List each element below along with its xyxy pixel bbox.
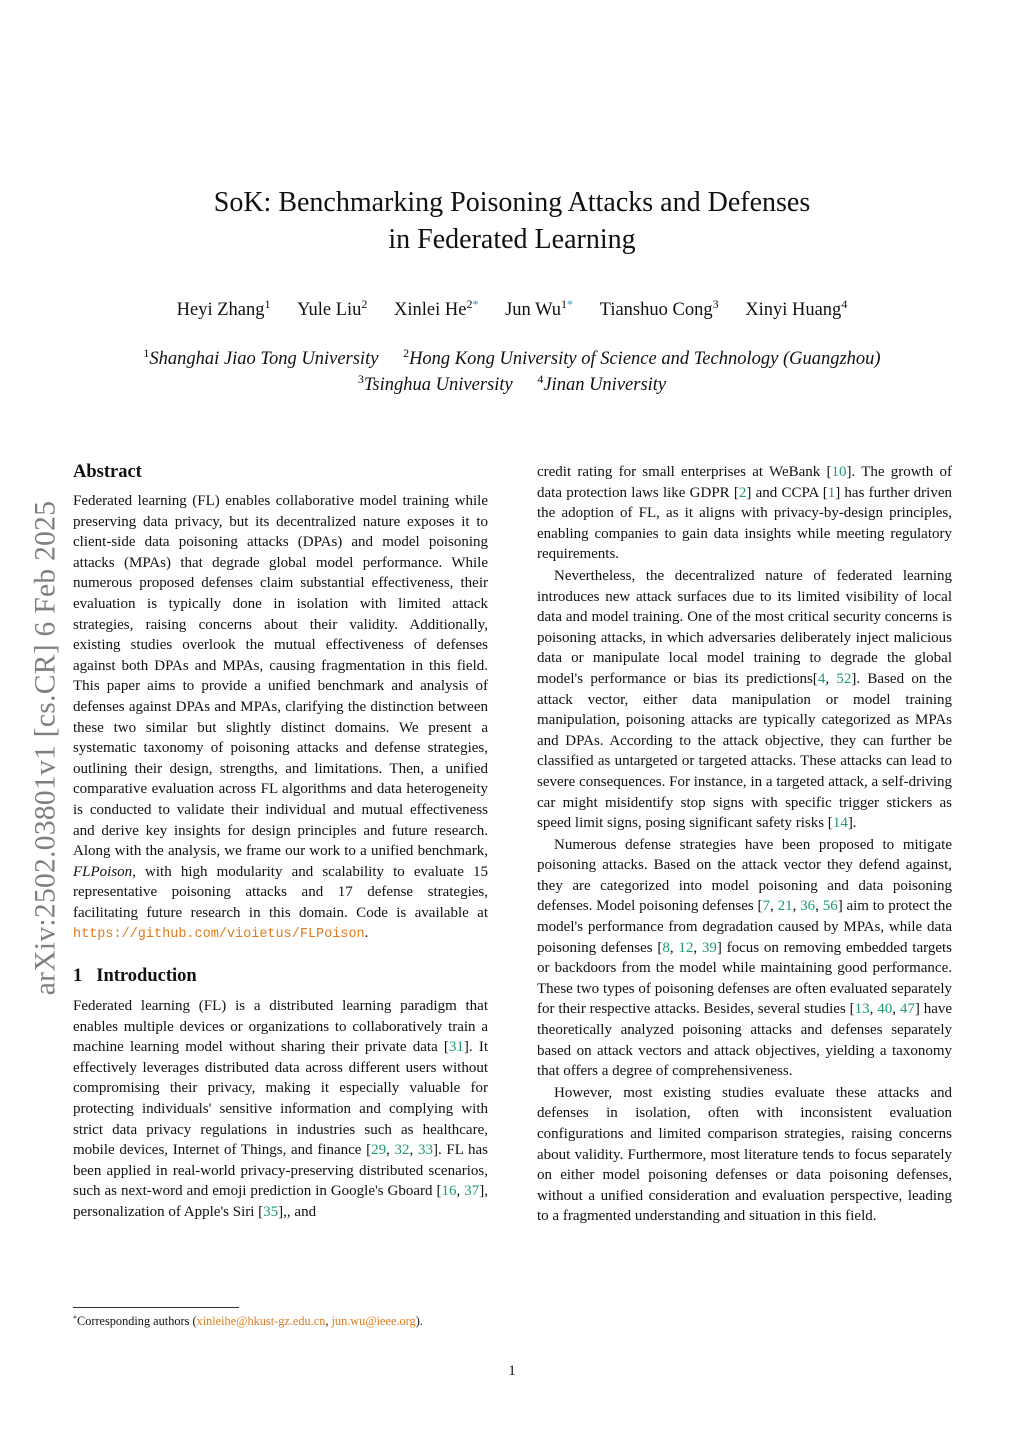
- affiliation-list: [0, 346, 1024, 398]
- citation-link[interactable]: 56: [822, 898, 838, 915]
- author: Jun $Wu^{1*}$: [505, 297, 574, 320]
- citation-link[interactable]: 52: [836, 670, 852, 687]
- intro-paragraph-4: However, most existing studies evaluate these attacks and defenses in isolation, often with inconsistent evaluation configurations and limited comparison strategies, raising concerns about validity. Furthermore, most literature tends to focus separately on either model poisoning defenses or data poisoning defenses, without a unified consideration and evaluation perspective, leading to a fragmented understanding and situation in this field.: [537, 1084, 952, 1225]
- citation-link[interactable]: 1: [827, 484, 836, 501]
- intro-paragraph-2: Nevertheless, the decentralized nature of federated learning introduces new attack surfaces due to its limited visibility of local data and model training. One of the most critical security concerns is poisoning attacks, in which adversaries deliberately inject malicious data or manipulate local model training to degrade the global model's performance or bias its predictions[4, 52]. Based on the attack vector, either data manipulation or model training manipulation, poisoning attacks are typically categorized as MPAs and DPAs. According to the attack objective, they can further be classified as untargeted or targeted attacks. These attacks can lead to severe consequences. For instance, in a targeted attack, a self-driving car might misidentify stop signs with specific trigger stickers as speed limit signs, posing significant safety risks [14].: [537, 567, 953, 832]
- citation-link[interactable]: 35: [263, 1204, 279, 1220]
- citation-link[interactable]: 37: [464, 1183, 480, 1200]
- author-list: [0, 297, 1024, 323]
- affiliation: $^4$Jinan University: [537, 372, 667, 395]
- title-line-1: SoK: Benchmarking Poisoning Attacks and Defenses: [213, 187, 811, 218]
- intro-paragraph-3: Numerous defense strategies have been proposed to mitigate poisoning attacks. Based on the attack vector they defend against, they are categorized into model poisoning and data poisoning defenses. Model poisoning defenses [7, 21, 36, 56] aim to protect the model's performance from degradation caused by MPAs, while data poisoning defenses [8, 12, 39] focus on removing embedded targets or backdoors from the model while maintaining good performance. These two types of poisoning defenses are often evaluated separately for their respective attacks. Besides, several studies [13, 40, 47] have theoretically analyzed poisoning attacks and defenses separately based on attack vectors and attack objectives, yielding a taxonomy that offers a degree of comprehensiveness.: [537, 836, 953, 1080]
- citation-link[interactable]: 31: [448, 1039, 464, 1056]
- abstract-body: Federated learning (FL) enables collaborative model training while preserving data privacy, but its decentralized nature exposes it to client-side data poisoning attacks (DPAs) and model poisoning attacks (MPAs) that degrade global model performance. While numerous proposed defenses claim substantial effectiveness, their evaluation is typically done in isolation with limited attack strategies, raising concerns about their validity. Additionally, existing studies overlook the mutual effectiveness of defenses against both DPAs and MPAs, causing fragmentation in this field. This paper aims to provide a unified benchmark and analysis of defenses against DPAs and MPAs, clarifying the distinction between these two similar but slightly distinct domains. We present a systematic taxonomy of poisoning attacks and defense strategies, outlining their design, strengths, and limitations. Then, a unified comparative evaluation across FL algorithms and data heterogeneity is conducted to validate their individual and mutual effectiveness and derive key insights for design principles and future research. Along with the analysis, we frame our work to a unified benchmark, FLPoison, with high modularity and scalability to evaluate 15 representative poisoning attacks and 17 defense strategies, facilitating future research in this domain. Code is available at https://github.com/vioietus/FLPoison.: [73, 493, 488, 943]
- citation-link[interactable]: 12: [678, 939, 694, 956]
- intro-paragraph-1: Federated learning (FL) is a distributed learning paradigm that enables multiple devices or organizations to collaboratively train a machine learning model without sharing their private data [31]. It effectively leverages distributed data across different users without compromising their privacy, making it especially valuable for protecting individuals' sensitive information and complying with strict data privacy regulations in industries such as healthcare, mobile devices, Internet of Things, and finance [29, 32, 33]. FL has been applied in real-world privacy-preserving distributed scenarios, such as next-word and emoji prediction in Google's Gboard [16, 37], personalization of Apple's Siri [35],, and: [73, 998, 489, 1220]
- citation-link[interactable]: 10: [831, 464, 847, 480]
- citation-link[interactable]: 8: [662, 939, 670, 956]
- citation-link[interactable]: 7: [762, 898, 771, 915]
- footnote-divider: [73, 1307, 239, 1308]
- abstract-heading: Abstract: [73, 462, 142, 482]
- affiliation: $^1$Shanghai Jiao Tong University: [143, 346, 379, 369]
- citation-link[interactable]: 36: [800, 898, 816, 915]
- left-column: [73, 460, 488, 1223]
- citation-link[interactable]: 29: [371, 1142, 387, 1159]
- title-line-2: in Federated Learning: [388, 224, 636, 255]
- citation-link[interactable]: 13: [854, 1001, 870, 1018]
- email-link[interactable]: xinleihe@hkust-gz.edu.cn: [196, 1314, 326, 1328]
- citation-link[interactable]: 2: [738, 484, 747, 501]
- right-column: [537, 462, 952, 1227]
- page-number: 1: [508, 1363, 516, 1379]
- citation-link[interactable]: 32: [394, 1142, 410, 1159]
- author: Yule Liu$^2$: [297, 297, 368, 320]
- introduction-heading: 1 Introduction: [73, 966, 197, 987]
- author: Tianshuo Cong$^3$: [599, 297, 719, 320]
- email-link[interactable]: jun.wu@ieee.org: [331, 1314, 416, 1328]
- code-link[interactable]: https://github.com/vioietus/FLPoison: [73, 927, 365, 943]
- citation-link[interactable]: 33: [417, 1142, 433, 1159]
- author: Heyi Zhang$^1$: [176, 297, 271, 320]
- author: Xinlei $He^{2*}$: [394, 297, 479, 320]
- footnote: *Corresponding authors (xinleihe@hkust-gz.edu.cn, jun.wu@ieee.org).: [73, 1314, 423, 1328]
- citation-link[interactable]: 40: [877, 1001, 893, 1018]
- citation-link[interactable]: 47: [899, 1001, 915, 1018]
- intro-paragraph-1-continued: credit rating for small enterprises at WeBank [10]. The growth of data protection laws like GDPR [2] and CCPA [1] has further driven the adoption of FL, as it aligns with privacy-by-design principles, enabling companies to gain data insights while meeting regulatory requirements.: [537, 464, 953, 563]
- author: Xinyi Huang$^4$: [745, 297, 848, 320]
- citation-link[interactable]: 21: [777, 898, 793, 915]
- affiliation: $^2$Hong Kong University of Science and Technology (Guangzhou): [403, 346, 881, 369]
- citation-link[interactable]: 4: [817, 670, 826, 687]
- paper-title: [0, 184, 1024, 258]
- flpoison-name: FLPoison: [73, 863, 133, 880]
- citation-link[interactable]: 14: [832, 815, 848, 832]
- citation-link[interactable]: 16: [441, 1183, 457, 1200]
- affiliation: $^3$Tsinghua University: [357, 372, 513, 395]
- intro-p1-overflow: ],, and: [278, 1204, 317, 1220]
- citation-link[interactable]: 39: [701, 939, 717, 956]
- arxiv-stamp: arXiv:2502.03801v1 [cs.CR] 6 Feb 2025: [29, 500, 62, 996]
